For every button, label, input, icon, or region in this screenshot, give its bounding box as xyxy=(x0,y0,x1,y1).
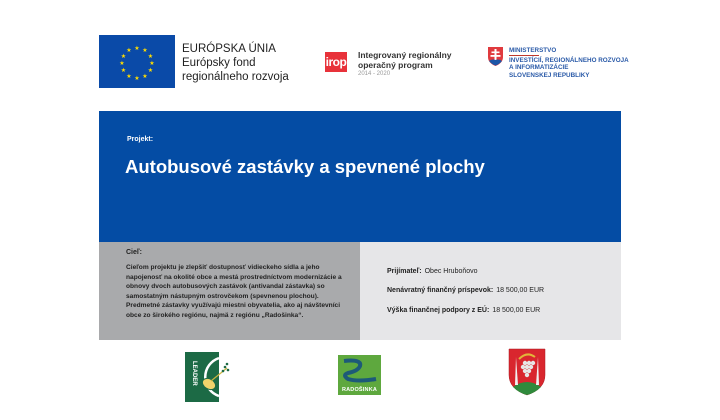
ministry-line-1: INVESTÍCIÍ, REGIONÁLNEHO ROZVOJA xyxy=(509,57,629,65)
ministry-line-3: SLOVENSKEJ REPUBLIKY xyxy=(509,71,590,79)
eu-support-value: 18 500,00 EUR xyxy=(492,307,541,314)
ministry-line-2: A INFORMATIZÁCIE xyxy=(509,64,569,72)
svg-text:★: ★ xyxy=(142,48,148,54)
irop-logo-icon: irop xyxy=(325,52,347,72)
eu-line-3: regionálneho rozvoja xyxy=(182,71,289,83)
eu-support-row xyxy=(387,307,540,314)
project-label: Projekt: xyxy=(127,136,154,143)
grant-value: 18 500,00 EUR xyxy=(496,287,545,294)
irop-line-1: Integrovaný regionálny xyxy=(358,50,452,60)
project-title: Autobusové zastávky a spevnené plochy xyxy=(125,156,485,177)
svg-text:LEADER: LEADER xyxy=(191,361,197,386)
irop-years: 2014 - 2020 xyxy=(358,71,391,77)
info-panel xyxy=(360,242,621,340)
svg-text:★: ★ xyxy=(126,48,132,54)
eu-support-label: Výška finančnej podpory z EÚ: xyxy=(387,307,490,314)
recipient-row xyxy=(387,268,478,275)
svg-text:★: ★ xyxy=(134,76,140,82)
eu-flag-icon xyxy=(99,35,175,88)
svg-text:★: ★ xyxy=(119,61,125,67)
svg-text:★: ★ xyxy=(126,74,132,80)
radosinka-label: RADOŠINKA xyxy=(341,387,378,393)
eu-fund-label xyxy=(182,42,289,84)
ministry-title: MINISTERSTVO xyxy=(509,47,557,54)
svg-text:★: ★ xyxy=(147,54,154,60)
irop-label xyxy=(358,50,452,78)
svg-text:★: ★ xyxy=(120,54,127,60)
grant-label: Nenávratný finančný príspevok: xyxy=(387,287,494,294)
svg-text:★: ★ xyxy=(149,61,155,67)
radosinka-logo-icon xyxy=(338,355,381,395)
ministry-label xyxy=(509,47,629,79)
svg-text:★: ★ xyxy=(142,74,148,80)
goal-label: Cieľ: xyxy=(126,249,142,256)
svg-text:★: ★ xyxy=(120,68,127,74)
grant-row xyxy=(387,287,544,294)
irop-line-2: operačný program xyxy=(358,60,433,70)
recipient-label: Prijímateľ: xyxy=(387,268,422,275)
eu-line-2: Európsky fond xyxy=(182,57,256,69)
leader-logo-icon xyxy=(185,352,236,402)
hrubonovo-coat-of-arms-icon xyxy=(507,347,547,397)
recipient-value: Obec Hruboňovo xyxy=(424,268,478,275)
svg-text:★: ★ xyxy=(147,68,154,74)
eu-line-1: EURÓPSKA ÚNIA xyxy=(182,43,276,55)
svg-text:★: ★ xyxy=(134,46,140,52)
goal-panel xyxy=(99,242,360,340)
slovak-coat-of-arms-icon xyxy=(488,47,503,66)
goal-text: Cieľom projektu je zlepšiť dostupnosť vidieckeho sídla a jeho napojenosť na okolité obce a mestá prostredníctvom modernizácie a obnovy dvoch autobusových zastávok (antivandal zástavka) so samostatným nástupným ostrovčekom (spevnenou plochou). Predmetné zástavky využívajú miestni obyvatelia, ako aj návštevníci obce zo širokého regiónu, najmä z regiónu „Radošinka“. xyxy=(126,264,342,319)
project-panel xyxy=(99,111,621,242)
